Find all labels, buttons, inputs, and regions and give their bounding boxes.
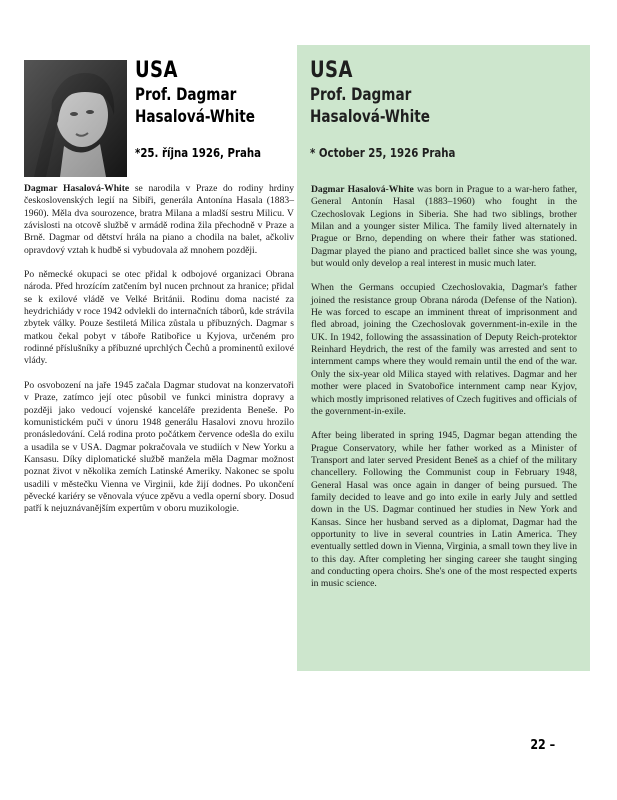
birth-date: * October 25, 1926 Praha <box>310 146 456 160</box>
birth-date: *25. října 1926, Praha <box>135 146 262 160</box>
paragraph-text: was born in Prague to a war-hero father, General Antonín Hasal (1883–1960) who fought in the Czechoslovak Legions in Siberia. She had two siblings, brother Milan and a younger sister Milica. The family lived alternately in Prague or Brno, depending on where their father was stationed. Dagmar played the piano and practiced ballet since she was young, but would only develop a real interest in music much later. <box>311 184 577 270</box>
paragraph <box>24 183 294 257</box>
paragraph <box>311 184 577 270</box>
country-title: USA <box>310 58 353 83</box>
paragraph: Po osvobození na jaře 1945 začala Dagmar studovat na konzervatoři v Praze, zatímco její otec působil ve funkci ministra dopravy a později jako vedoucí vojenské kanceláře prezidenta Beneše. Po komunistickém puči v únoru 1948 generálu Hasalovi znovu hrozilo pronásledování. Celá rodina proto počátkem července odešla do exilu a usadila se v USA. Dagmar pokračovala ve studiích v New Yorku a Kansasu. Díky diplomatické službě manžela měla Dagmar možnost poznat život v několika zemích Latinské Ameriky. Nakonec se spolu usadili v městečku Vienna ve Virginii, kde žijí dodnes. Po ukončení pěvecké kariéry se věnovala výuce zpěvu a vedla operní sbory. Dosud patří k nejuznávanějším expertům v oboru muzikologie. <box>24 379 294 515</box>
paragraph: When the Germans occupied Czechoslovakia, Dagmar's father joined the resistance group Obrana národa (Defense of the Nation). He was forced to escape an imminent threat of imprisonment and fled abroad, joining the Czechoslovak government-in-exile in the UK. In 1942, following the assassination of Deputy Reich-protektor Reinhard Heydrich, the rest of the family was arrested and sent to internment camps where they would remain until the end of the war. Only the six-year old Milica stayed with relatives. Dagmar and her mother were placed in Svatobořice internment camp near Kyjov, which mostly imprisoned relatives of Czech fugitives and officials of the government-in-exile. <box>311 282 577 417</box>
person-name-line1: Prof. Dagmar <box>310 85 412 105</box>
country-title: USA <box>135 58 178 83</box>
portrait-photo <box>24 60 127 177</box>
person-name-line1: Prof. Dagmar <box>135 85 237 105</box>
paragraph-text: se narodila v Praze do rodiny hrdiny československých legií na Sibiři, generála Antonína Hasala (1883–1960). Měla dva sourozence, bratra Milana a mladší sestru Milicu. V závislosti na otcově službě v armádě rodina žila přechodně v Praze a Brně. Dagmar od dětství hrála na piano a chodila na balet, ačkoliv opravdový vztah k hudbě si vybudovala až mnohem později. <box>24 183 294 256</box>
english-biography <box>311 184 577 603</box>
bold-name: Dagmar Hasalová-White <box>24 183 130 194</box>
paragraph: After being liberated in spring 1945, Dagmar began attending the Prague Conservatory, while her father worked as a Minister of Transport and later served President Beneš as a chief of the military chancellery. Following the Communist coup in February 1948, General Hasal was once again in danger of being pursued. The family decided to leave and go into exile in early July and settled down in the US. Dagmar continued her studies in New York and Kansas. Since her husband served as a diplomat, Dagmar had the opportunity to live in several countries in Latin America. They eventually settled down in Vienna, Virginia, a small town they live in to this day. After completing her singing career she taught singing and conducting opera choirs. She's one of the most respected experts in music science. <box>311 430 577 590</box>
czech-biography <box>24 183 294 528</box>
page-number: 22 – <box>530 738 555 753</box>
person-name-line2: Hasalová-White <box>135 107 255 127</box>
person-name-line2: Hasalová-White <box>310 107 430 127</box>
paragraph: Po německé okupaci se otec přidal k odbojové organizaci Obrana národa. Před hrozícím zatčením byl nucen prchnout za hranice; přidal se k exilové vládě ve Velké Británii. Rodinu doma nacisté za heydrichiády v roce 1942 odvlekli do internačních táborů, kde strávila zbytek války. Pouze šestiletá Milica zůstala u příbuzných. Dagmar s matkou čekal pobyt v táboře Ratibořice u Kyjova, určeném pro rodinné příslušníky a příbuzné uprchlých Čechů a prominentů exilové vlády. <box>24 269 294 367</box>
czech-heading <box>135 58 295 161</box>
bold-name: Dagmar Hasalová-White <box>311 184 414 195</box>
english-heading <box>310 58 550 161</box>
